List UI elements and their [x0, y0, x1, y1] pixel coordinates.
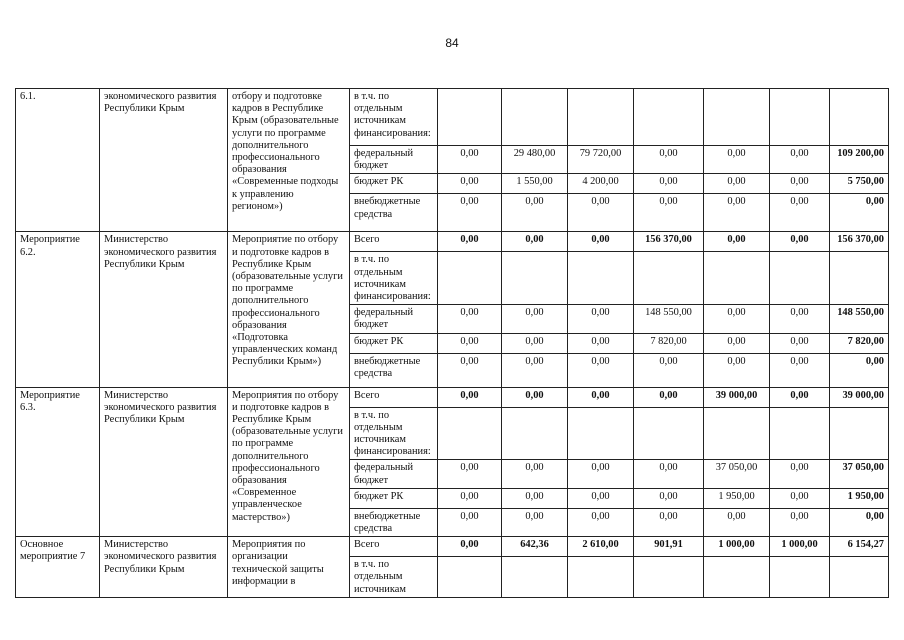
- amount-cell: 37 050,00: [704, 460, 770, 488]
- amount-cell: 0,00: [568, 194, 634, 232]
- funding-source-label: в т.ч. по отдельным источникам: [350, 557, 438, 598]
- amount-cell: 2 610,00: [568, 537, 634, 557]
- amount-cell: 642,36: [502, 537, 568, 557]
- amount-cell: 0,00: [770, 232, 830, 252]
- funding-source-label: бюджет РК: [350, 488, 438, 508]
- total-amount-cell: 37 050,00: [830, 460, 889, 488]
- total-amount-cell: 5 750,00: [830, 174, 889, 194]
- amount-cell: [770, 252, 830, 305]
- amount-cell: 0,00: [502, 232, 568, 252]
- amount-cell: [704, 557, 770, 598]
- amount-cell: [770, 89, 830, 146]
- amount-cell: 0,00: [770, 460, 830, 488]
- measure-description-cell: Мероприятия по организации технической защиты информации в: [228, 537, 350, 598]
- amount-cell: 156 370,00: [634, 232, 704, 252]
- measure-description-cell: Мероприятие по отбору и подготовке кадров в Республике Крым (образовательные услуги по программе дополнительного профессионального образования «Подготовка управленческих команд Республики Крым»): [228, 232, 350, 387]
- amount-cell: [502, 557, 568, 598]
- amount-cell: 0,00: [438, 194, 502, 232]
- row-id-cell: Основное мероприятие 7: [16, 537, 100, 598]
- amount-cell: 0,00: [568, 333, 634, 353]
- amount-cell: 0,00: [438, 460, 502, 488]
- amount-cell: 0,00: [770, 353, 830, 387]
- amount-cell: 0,00: [704, 333, 770, 353]
- amount-cell: 0,00: [502, 488, 568, 508]
- amount-cell: [770, 557, 830, 598]
- total-amount-cell: 7 820,00: [830, 333, 889, 353]
- total-amount-cell: 109 200,00: [830, 146, 889, 174]
- amount-cell: [634, 252, 704, 305]
- amount-cell: 0,00: [634, 174, 704, 194]
- funding-source-label: федеральный бюджет: [350, 146, 438, 174]
- amount-cell: [502, 89, 568, 146]
- amount-cell: 0,00: [438, 387, 502, 407]
- total-amount-cell: 39 000,00: [830, 387, 889, 407]
- amount-cell: 0,00: [770, 174, 830, 194]
- table-row: [16, 537, 889, 557]
- amount-cell: 0,00: [438, 174, 502, 194]
- funding-source-label: федеральный бюджет: [350, 305, 438, 333]
- total-amount-cell: 6 154,27: [830, 537, 889, 557]
- amount-cell: [438, 89, 502, 146]
- funding-source-label: внебюджетные средства: [350, 508, 438, 536]
- total-amount-cell: [830, 252, 889, 305]
- amount-cell: [568, 557, 634, 598]
- amount-cell: 1 550,00: [502, 174, 568, 194]
- total-amount-cell: 0,00: [830, 353, 889, 387]
- measure-description-cell: отбору и подготовке кадров в Республике Крым (образовательные услуги по программе дополнительного профессионального образования «Современные подходы к управлению регионом»): [228, 89, 350, 232]
- amount-cell: 0,00: [438, 353, 502, 387]
- funding-source-label: в т.ч. по отдельным источникам финансирования:: [350, 407, 438, 460]
- amount-cell: [634, 89, 704, 146]
- amount-cell: 0,00: [568, 488, 634, 508]
- amount-cell: [704, 89, 770, 146]
- funding-source-label: в т.ч. по отдельным источникам финансирования:: [350, 89, 438, 146]
- funding-source-label: федеральный бюджет: [350, 460, 438, 488]
- funding-source-label: в т.ч. по отдельным источникам финансирования:: [350, 252, 438, 305]
- amount-cell: 901,91: [634, 537, 704, 557]
- amount-cell: 0,00: [502, 508, 568, 536]
- amount-cell: 0,00: [438, 232, 502, 252]
- total-amount-cell: 148 550,00: [830, 305, 889, 333]
- funding-source-label: бюджет РК: [350, 174, 438, 194]
- amount-cell: 0,00: [502, 353, 568, 387]
- amount-cell: 0,00: [634, 460, 704, 488]
- responsible-org-cell: Министерство экономического развития Республики Крым: [100, 232, 228, 387]
- amount-cell: 0,00: [770, 305, 830, 333]
- amount-cell: [502, 407, 568, 460]
- total-amount-cell: 0,00: [830, 508, 889, 536]
- amount-cell: 0,00: [634, 194, 704, 232]
- amount-cell: [438, 252, 502, 305]
- amount-cell: 0,00: [770, 488, 830, 508]
- amount-cell: [704, 252, 770, 305]
- amount-cell: 0,00: [634, 508, 704, 536]
- table-row: [16, 89, 889, 146]
- amount-cell: 79 720,00: [568, 146, 634, 174]
- amount-cell: 0,00: [568, 232, 634, 252]
- row-id-cell: 6.1.: [16, 89, 100, 232]
- funding-source-label: Всего: [350, 537, 438, 557]
- budget-table: [15, 88, 889, 598]
- responsible-org-cell: Министерство экономического развития Республики Крым: [100, 537, 228, 598]
- funding-source-label: Всего: [350, 232, 438, 252]
- amount-cell: 0,00: [502, 387, 568, 407]
- amount-cell: 0,00: [568, 508, 634, 536]
- amount-cell: [770, 407, 830, 460]
- amount-cell: 0,00: [770, 194, 830, 232]
- budget-table-body: [16, 89, 889, 598]
- amount-cell: 29 480,00: [502, 146, 568, 174]
- amount-cell: [634, 557, 704, 598]
- amount-cell: [568, 252, 634, 305]
- amount-cell: 0,00: [770, 508, 830, 536]
- measure-description-cell: Мероприятия по отбору и подготовке кадров в Республике Крым (образовательные услуги по программе дополнительного профессионального образования «Современное управленческое мастерство»): [228, 387, 350, 537]
- amount-cell: [704, 407, 770, 460]
- amount-cell: [568, 89, 634, 146]
- amount-cell: 1 000,00: [704, 537, 770, 557]
- amount-cell: 148 550,00: [634, 305, 704, 333]
- amount-cell: [502, 252, 568, 305]
- amount-cell: 0,00: [568, 305, 634, 333]
- funding-source-label: внебюджетные средства: [350, 194, 438, 232]
- amount-cell: 0,00: [438, 146, 502, 174]
- amount-cell: [568, 407, 634, 460]
- amount-cell: 0,00: [568, 353, 634, 387]
- row-id-cell: Мероприятие 6.2.: [16, 232, 100, 387]
- funding-source-label: внебюджетные средства: [350, 353, 438, 387]
- amount-cell: 0,00: [704, 194, 770, 232]
- amount-cell: [438, 407, 502, 460]
- responsible-org-cell: экономического развития Республики Крым: [100, 89, 228, 232]
- amount-cell: 1 000,00: [770, 537, 830, 557]
- total-amount-cell: 1 950,00: [830, 488, 889, 508]
- funding-source-label: Всего: [350, 387, 438, 407]
- amount-cell: 0,00: [438, 508, 502, 536]
- amount-cell: 0,00: [568, 387, 634, 407]
- amount-cell: 0,00: [634, 353, 704, 387]
- total-amount-cell: 0,00: [830, 194, 889, 232]
- page-number: 84: [445, 36, 459, 50]
- total-amount-cell: [830, 407, 889, 460]
- total-amount-cell: [830, 89, 889, 146]
- amount-cell: 0,00: [634, 146, 704, 174]
- amount-cell: 0,00: [704, 232, 770, 252]
- total-amount-cell: [830, 557, 889, 598]
- amount-cell: 0,00: [438, 537, 502, 557]
- amount-cell: 0,00: [438, 333, 502, 353]
- amount-cell: 4 200,00: [568, 174, 634, 194]
- table-row: [16, 232, 889, 252]
- amount-cell: 0,00: [438, 488, 502, 508]
- amount-cell: 0,00: [502, 305, 568, 333]
- row-id-cell: Мероприятие 6.3.: [16, 387, 100, 537]
- amount-cell: 39 000,00: [704, 387, 770, 407]
- amount-cell: 0,00: [704, 174, 770, 194]
- amount-cell: 0,00: [568, 460, 634, 488]
- amount-cell: 0,00: [704, 353, 770, 387]
- amount-cell: 0,00: [502, 460, 568, 488]
- amount-cell: 0,00: [770, 333, 830, 353]
- amount-cell: 0,00: [634, 387, 704, 407]
- amount-cell: 0,00: [770, 146, 830, 174]
- amount-cell: 0,00: [704, 146, 770, 174]
- responsible-org-cell: Министерство экономического развития Республики Крым: [100, 387, 228, 537]
- amount-cell: [634, 407, 704, 460]
- amount-cell: [438, 557, 502, 598]
- amount-cell: 0,00: [704, 305, 770, 333]
- amount-cell: 0,00: [502, 194, 568, 232]
- amount-cell: 0,00: [438, 305, 502, 333]
- amount-cell: 0,00: [634, 488, 704, 508]
- table-row: [16, 387, 889, 407]
- amount-cell: 1 950,00: [704, 488, 770, 508]
- amount-cell: 7 820,00: [634, 333, 704, 353]
- amount-cell: 0,00: [704, 508, 770, 536]
- amount-cell: 0,00: [502, 333, 568, 353]
- amount-cell: 0,00: [770, 387, 830, 407]
- total-amount-cell: 156 370,00: [830, 232, 889, 252]
- funding-source-label: бюджет РК: [350, 333, 438, 353]
